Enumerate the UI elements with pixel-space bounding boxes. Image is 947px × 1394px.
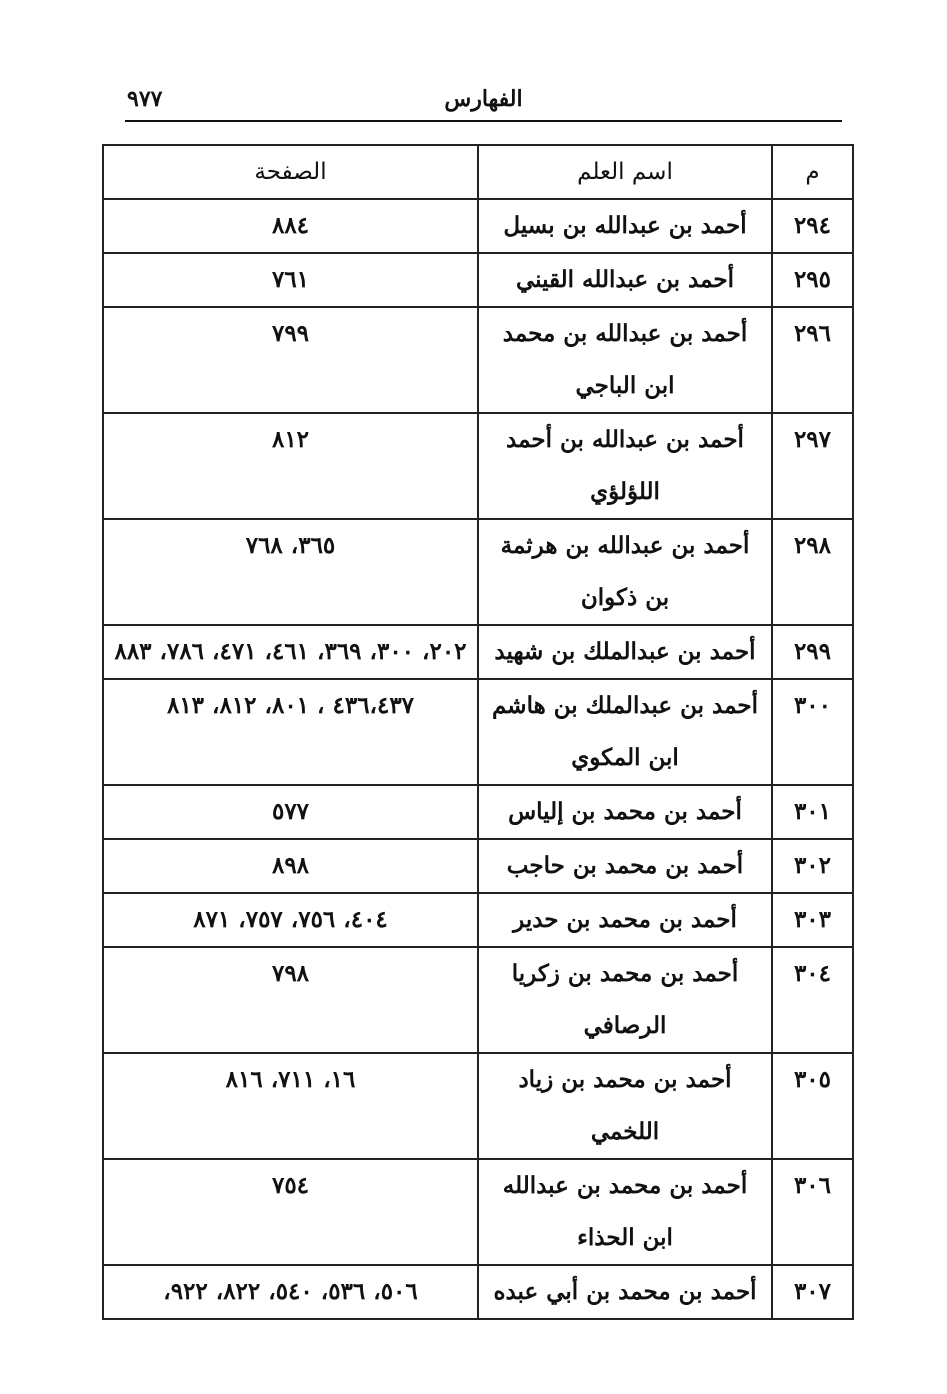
- entry-name: أحمد بن محمد بن أبي عبده: [478, 1265, 772, 1319]
- entry-pages: ٨٩٨: [103, 839, 478, 893]
- table-row: [103, 947, 853, 1053]
- entry-pages: ٢٠٢، ٣٠٠، ٣٦٩، ٤٦١، ٤٧١، ٧٨٦، ٨٨٣: [103, 625, 478, 679]
- entry-name: أحمد بن محمد بن حدير: [478, 893, 772, 947]
- entry-pages: ١٦، ٧١١، ٨١٦: [103, 1053, 478, 1159]
- entry-number: ٢٩٥: [772, 253, 853, 307]
- entry-name: أحمد بن محمد بن زكريا الرصافي: [478, 947, 772, 1053]
- entry-name: أحمد بن عبدالله بن أحمد اللؤلؤي: [478, 413, 772, 519]
- page-number: ٩٧٧: [127, 86, 163, 112]
- entry-name: أحمد بن محمد بن حاجب: [478, 839, 772, 893]
- entry-number: ٣٠٥: [772, 1053, 853, 1159]
- entry-number: ٣٠٤: [772, 947, 853, 1053]
- entry-pages: ٧٦١: [103, 253, 478, 307]
- entry-name: أحمد بن عبدالملك بن شهيد: [478, 625, 772, 679]
- table-row: [103, 307, 853, 413]
- running-header: [125, 84, 842, 122]
- entry-number: ٣٠٢: [772, 839, 853, 893]
- entry-name: أحمد بن عبدالله بن هرثمة بن ذكوان: [478, 519, 772, 625]
- entry-pages: ٥٧٧: [103, 785, 478, 839]
- entry-pages: ٥٠٦، ٥٣٦، ٥٤٠، ٨٢٢، ٩٢٢،: [103, 1265, 478, 1319]
- names-index-table: [102, 144, 854, 1320]
- entry-number: ٢٩٦: [772, 307, 853, 413]
- entry-number: ٣٠٧: [772, 1265, 853, 1319]
- column-header-number: م: [772, 145, 853, 199]
- entry-pages: ٧٥٤: [103, 1159, 478, 1265]
- table-row: [103, 253, 853, 307]
- entry-name: أحمد بن عبدالله بن بسيل: [478, 199, 772, 253]
- entry-pages: ٨٨٤: [103, 199, 478, 253]
- table-row: [103, 785, 853, 839]
- entry-pages: ٨١٢: [103, 413, 478, 519]
- column-header-pages: الصفحة: [103, 145, 478, 199]
- entry-name: أحمد بن عبدالملك بن هاشم ابن المكوي: [478, 679, 772, 785]
- entry-number: ٣٠١: [772, 785, 853, 839]
- entry-number: ٢٩٩: [772, 625, 853, 679]
- entry-name: أحمد بن عبدالله القيني: [478, 253, 772, 307]
- table-row: [103, 519, 853, 625]
- entry-pages: ٤٠٤، ٧٥٦، ٧٥٧، ٨٧١: [103, 893, 478, 947]
- entry-pages: ٧٩٨: [103, 947, 478, 1053]
- entry-name: أحمد بن محمد بن زياد اللخمي: [478, 1053, 772, 1159]
- table-row: [103, 199, 853, 253]
- entry-number: ٣٠٠: [772, 679, 853, 785]
- running-title: الفهارس: [444, 86, 523, 112]
- entry-pages: ٧٩٩: [103, 307, 478, 413]
- table-row: [103, 679, 853, 785]
- entry-number: ٢٩٧: [772, 413, 853, 519]
- column-header-name: اسم العلم: [478, 145, 772, 199]
- table-row: [103, 893, 853, 947]
- entry-number: ٣٠٣: [772, 893, 853, 947]
- table-row: [103, 413, 853, 519]
- entry-name: أحمد بن محمد بن عبدالله ابن الحذاء: [478, 1159, 772, 1265]
- entry-number: ٢٩٤: [772, 199, 853, 253]
- table-row: [103, 1053, 853, 1159]
- table-row: [103, 1265, 853, 1319]
- table-row: [103, 839, 853, 893]
- entry-number: ٣٠٦: [772, 1159, 853, 1265]
- entry-pages: ٣٦٥، ٧٦٨: [103, 519, 478, 625]
- table-row: [103, 625, 853, 679]
- entry-number: ٢٩٨: [772, 519, 853, 625]
- table-header-row: [103, 145, 853, 199]
- entry-name: أحمد بن عبدالله بن محمد ابن الباجي: [478, 307, 772, 413]
- entry-pages: ٤٣٦،٤٣٧ ، ٨٠١، ٨١٢، ٨١٣: [103, 679, 478, 785]
- entry-name: أحمد بن محمد بن إلياس: [478, 785, 772, 839]
- table-row: [103, 1159, 853, 1265]
